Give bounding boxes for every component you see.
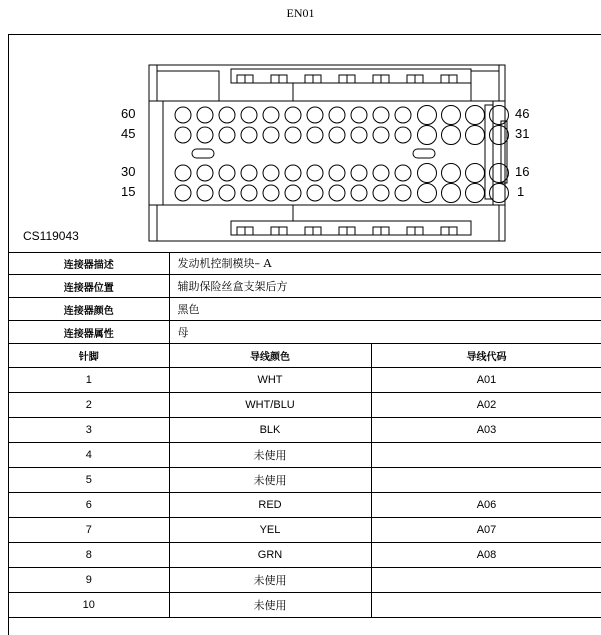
pin-number: 9 <box>9 568 169 593</box>
pin-hole <box>285 185 301 201</box>
pin-hole <box>175 185 191 201</box>
pin-number: 6 <box>9 493 169 518</box>
pin-hole <box>395 165 411 181</box>
wire-code: A06 <box>371 493 601 518</box>
table-row <box>9 518 601 543</box>
pin-hole <box>490 164 509 183</box>
page-title: EN01 <box>286 6 315 20</box>
pin-hole <box>175 165 191 181</box>
wire-code: A08 <box>371 543 601 568</box>
pin-hole <box>329 107 345 123</box>
pin-label-30: 30 <box>121 164 136 179</box>
pin-label-45: 45 <box>121 126 136 141</box>
pin-hole <box>418 164 437 183</box>
info-label: 连接器描述 <box>9 252 169 275</box>
wire-color: WHT/BLU <box>169 393 371 418</box>
wire-color: GRN <box>169 543 371 568</box>
pin-hole <box>490 126 509 145</box>
header-wire-code: 导线代码 <box>371 344 601 368</box>
pin-label-60: 60 <box>121 106 136 121</box>
pin-hole <box>241 165 257 181</box>
pin-hole <box>395 127 411 143</box>
pin-hole <box>466 106 485 125</box>
header-wire-color: 导线颜色 <box>169 344 371 368</box>
connector-table <box>9 252 601 618</box>
table-row <box>9 543 601 568</box>
pin-hole <box>197 165 213 181</box>
table-row <box>9 368 601 393</box>
wire-code <box>371 443 601 468</box>
pin-hole <box>490 184 509 203</box>
pin-hole <box>285 165 301 181</box>
pin-hole <box>351 107 367 123</box>
pin-hole <box>373 185 389 201</box>
wire-color: RED <box>169 493 371 518</box>
wire-color: 未使用 <box>169 593 371 618</box>
pin-label-1: 1 <box>517 184 525 199</box>
pin-hole <box>219 127 235 143</box>
table-row <box>9 443 601 468</box>
wire-code: A02 <box>371 393 601 418</box>
pin-hole <box>418 184 437 203</box>
pin-hole <box>466 126 485 145</box>
pin-section <box>9 344 601 618</box>
pin-hole <box>241 107 257 123</box>
wire-color: 未使用 <box>169 468 371 493</box>
pin-number: 1 <box>9 368 169 393</box>
info-section <box>9 252 601 344</box>
info-row <box>9 252 601 275</box>
pin-hole <box>418 126 437 145</box>
pin-number: 3 <box>9 418 169 443</box>
wire-color: 未使用 <box>169 443 371 468</box>
info-label: 连接器颜色 <box>9 298 169 321</box>
table-row <box>9 418 601 443</box>
header-pin: 针脚 <box>9 344 169 368</box>
wire-code: A03 <box>371 418 601 443</box>
pin-hole <box>490 106 509 125</box>
pin-hole <box>285 107 301 123</box>
pin-hole <box>351 165 367 181</box>
pin-hole <box>219 185 235 201</box>
pin-hole <box>395 107 411 123</box>
pin-number: 7 <box>9 518 169 543</box>
pin-hole <box>197 107 213 123</box>
pin-hole <box>307 185 323 201</box>
pin-hole <box>307 127 323 143</box>
connector-drawing <box>9 35 601 252</box>
pin-hole <box>241 127 257 143</box>
pin-hole <box>395 185 411 201</box>
pin-hole <box>373 127 389 143</box>
pin-hole <box>351 185 367 201</box>
pin-hole <box>373 165 389 181</box>
wire-color: 未使用 <box>169 568 371 593</box>
pin-hole <box>442 164 461 183</box>
pin-hole <box>373 107 389 123</box>
wire-color: BLK <box>169 418 371 443</box>
info-value: 辅助保险丝盒支架后方 <box>169 275 601 298</box>
pin-hole <box>263 165 279 181</box>
pin-number: 4 <box>9 443 169 468</box>
pin-number: 2 <box>9 393 169 418</box>
pin-number: 5 <box>9 468 169 493</box>
info-row <box>9 321 601 344</box>
pin-hole <box>442 184 461 203</box>
info-label: 连接器位置 <box>9 275 169 298</box>
pin-holes <box>175 106 509 203</box>
pin-hole <box>263 127 279 143</box>
diagram-code: CS119043 <box>23 229 79 243</box>
wire-code: A01 <box>371 368 601 393</box>
pin-hole <box>219 107 235 123</box>
pin-hole <box>351 127 367 143</box>
info-label: 连接器属性 <box>9 321 169 344</box>
pin-label-46: 46 <box>515 106 530 121</box>
info-row <box>9 275 601 298</box>
pin-hole <box>442 126 461 145</box>
table-row <box>9 468 601 493</box>
wire-code <box>371 468 601 493</box>
pin-number: 8 <box>9 543 169 568</box>
pin-hole <box>241 185 257 201</box>
pin-hole <box>418 106 437 125</box>
connector-diagram <box>9 35 601 253</box>
table-row <box>9 568 601 593</box>
pin-hole <box>175 127 191 143</box>
pin-hole <box>285 127 301 143</box>
latch-ribs <box>237 75 457 235</box>
wire-code <box>371 593 601 618</box>
pin-hole <box>263 185 279 201</box>
pin-hole <box>307 107 323 123</box>
pin-hole <box>329 127 345 143</box>
pin-label-15: 15 <box>121 184 136 199</box>
table-row <box>9 593 601 618</box>
pin-hole <box>197 185 213 201</box>
pin-label-16: 16 <box>515 164 530 179</box>
wire-color: YEL <box>169 518 371 543</box>
pin-hole <box>307 165 323 181</box>
pin-hole <box>466 164 485 183</box>
connector-sheet <box>8 34 601 635</box>
info-value: 母 <box>169 321 601 344</box>
wire-code <box>371 568 601 593</box>
pin-hole <box>219 165 235 181</box>
info-row <box>9 298 601 321</box>
pin-number: 10 <box>9 593 169 618</box>
pin-hole <box>466 184 485 203</box>
pin-label-31: 31 <box>515 126 530 141</box>
pin-hole <box>263 107 279 123</box>
table-row <box>9 393 601 418</box>
pin-hole <box>175 107 191 123</box>
pin-table-header <box>9 344 601 368</box>
wire-code: A07 <box>371 518 601 543</box>
pin-hole <box>329 165 345 181</box>
pin-hole <box>442 106 461 125</box>
table-row <box>9 493 601 518</box>
pin-hole <box>329 185 345 201</box>
info-value: 发动机控制模块– A <box>169 252 601 275</box>
wire-color: WHT <box>169 368 371 393</box>
info-value: 黑色 <box>169 298 601 321</box>
pin-hole <box>197 127 213 143</box>
